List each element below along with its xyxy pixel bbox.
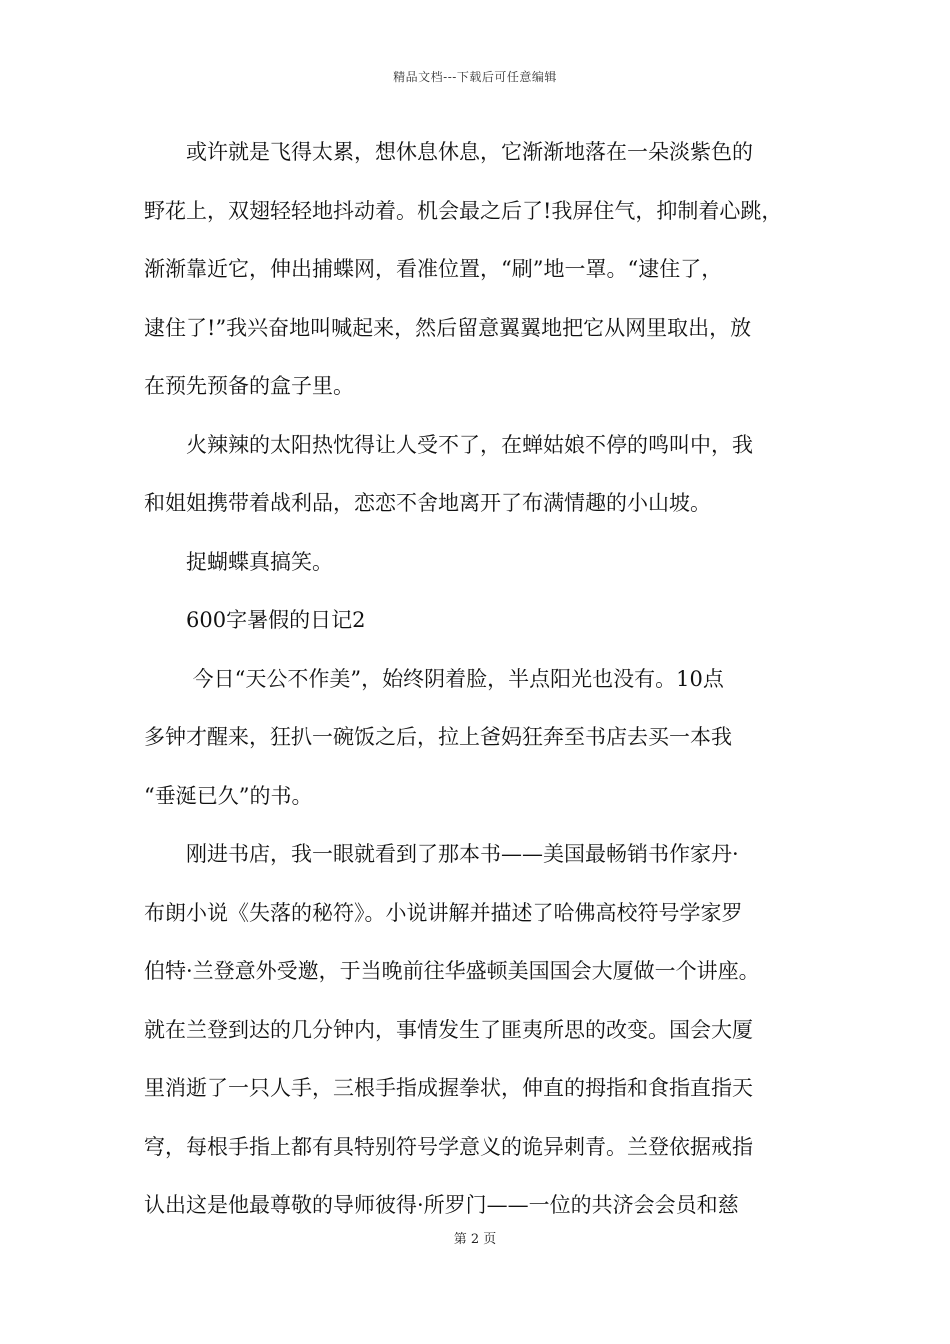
document-body [144, 130, 812, 1242]
text-line: 布朗小说《失落的秘符》。小说讲解并描述了哈佛高校符号学家罗 [144, 900, 743, 925]
text-line: 野花上，双翅轻轻地抖动着。机会最之后了!我屏住气，抑制着心跳， [144, 198, 783, 223]
text-line: 捉蝴蝶真搞笑。 [144, 549, 333, 574]
text-line: 多钟才醒来，狂扒一碗饭之后，拉上爸妈狂奔至书店去买一本我 [144, 725, 732, 749]
section-heading: 600字暑假的日记2 [144, 608, 366, 632]
page-number: 第 2 页 [453, 1232, 497, 1247]
text-line: 里消逝了一只人手，三根手指成握拳状，伸直的拇指和食指直指天 [144, 1076, 753, 1100]
text-line: 刚进书店，我一眼就看到了那本书——美国最畅销书作家丹· [144, 842, 739, 866]
text-line: “垂涎已久”的书。 [144, 783, 313, 808]
text-line: 逮住了!”我兴奋地叫喊起来，然后留意翼翼地把它从网里取出，放 [144, 315, 752, 340]
text-line: 渐渐靠近它，伸出捕蝶网，看准位置，“刷”地一罩。“逮住了， [144, 257, 723, 281]
text-line: 和姐姐携带着战利品，恋恋不舍地离开了布满情趣的小山坡。 [144, 491, 711, 515]
text-line: 火辣辣的太阳热忱得让人受不了，在蝉姑娘不停的鸣叫中，我 [144, 432, 753, 457]
text-line: 今日“天公不作美”，始终阴着脸，半点阳光也没有。10点 [144, 666, 724, 691]
text-line: 就在兰登到达的几分钟内，事情发生了匪夷所思的改变。国会大厦 [144, 1017, 753, 1042]
text-line: 穹，每根手指上都有具特别符号学意义的诡异刺青。兰登依据戒指 [144, 1134, 753, 1159]
text-line: 或许就是飞得太累，想休息休息，它渐渐地落在一朵淡紫色的 [144, 140, 753, 164]
text-line: 在预先预备的盒子里。 [144, 374, 354, 398]
text-line: 认出这是他最尊敬的导师彼得·所罗门——一位的共济会会员和慈 [144, 1193, 739, 1217]
page-header: 精品文档---下载后可任意编辑 [393, 70, 557, 84]
text-line: 伯特·兰登意外受邀，于当晚前往华盛顿美国国会大厦做一个讲座。 [144, 959, 760, 983]
